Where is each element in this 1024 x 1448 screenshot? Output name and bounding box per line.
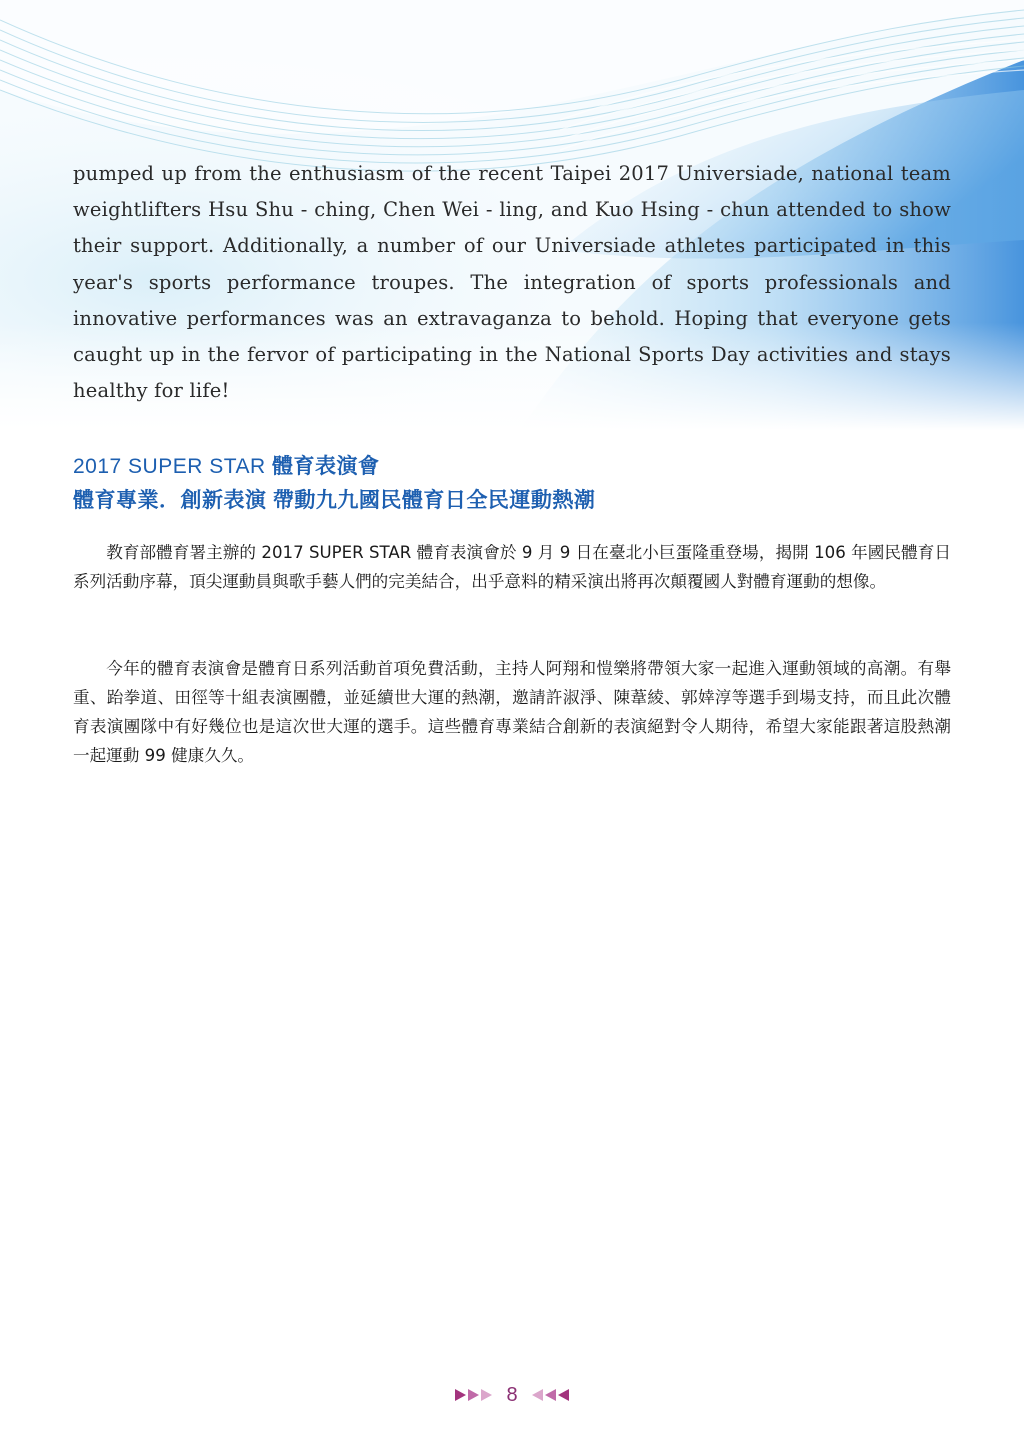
heading-suffix: 體育表演會: [272, 455, 380, 478]
triangle-right-icon: [481, 1389, 492, 1401]
page-number: 8: [506, 1383, 518, 1406]
triangle-left-icon: [532, 1389, 543, 1401]
chinese-paragraph-2: 今年的體育表演會是體育日系列活動首項免費活動，主持人阿翔和愷樂將帶領大家一起進入運動領域的高潮。有舉重、跆拳道、田徑等十組表演團體，並延續世大運的熱潮，邀請許淑淨、陳葦綾、郭婞淳等選手到場支持，而且此次體育表演團隊中有好幾位也是這次世大運的選手。這些體育專業結合創新的表演絕對令人期待，希望大家能跟著這股熱潮一起運動 99 健康久久。: [73, 659, 951, 765]
triangle-left-icon: [558, 1389, 569, 1401]
section-heading-line-2: 體育專業．創新表演 帶動九九國民體育日全民運動熱潮: [73, 489, 596, 512]
section-heading-line-1: [73, 452, 953, 482]
triangle-left-icons: [532, 1389, 569, 1401]
chinese-paragraph-1: 教育部體育署主辦的 2017 SUPER STAR 體育表演會於 9 月 9 日在臺北小巨蛋隆重登場，揭開 106 年國民體育日系列活動序幕，頂尖運動員與歌手藝人們的完美結合，出乎意料的精采演出將再次顛覆國人對體育運動的想像。: [73, 543, 951, 591]
triangle-left-icon: [545, 1389, 556, 1401]
english-paragraph: pumped up from the enthusiasm of the recent Taipei 2017 Universiade, national team weightlifters Hsu Shu - ching, Chen Wei - ling, and Kuo Hsing - chun attended to show their support. Additionally, a number of our Universiade athletes participated in this year's sports performance troupes. The integration of sports professionals and innovative performances was an extravaganza to behold. Hoping that everyone gets caught up in the fervor of participating in the National Sports Day activities and stays healthy for life!: [73, 162, 951, 403]
triangle-right-icons: [455, 1389, 492, 1401]
triangle-right-icon: [455, 1389, 466, 1401]
triangle-right-icon: [468, 1389, 479, 1401]
page-footer: [0, 1380, 1024, 1410]
heading-prefix: 2017 SUPER STAR: [73, 455, 273, 478]
